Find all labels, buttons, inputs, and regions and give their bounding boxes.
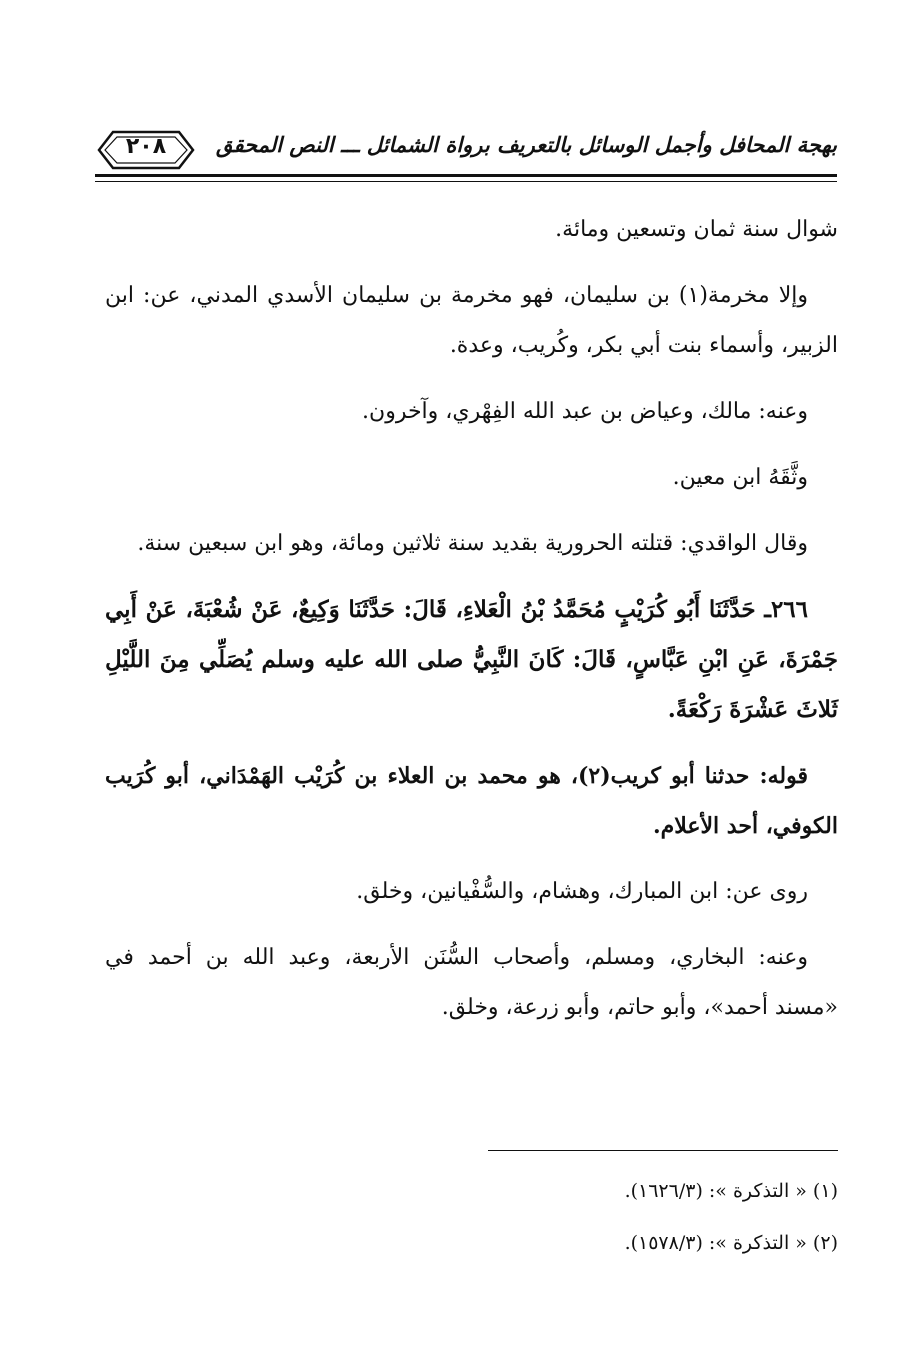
running-header bbox=[95, 126, 837, 182]
paragraph-9: وعنه: البخاري، ومسلم، وأصحاب السُّنَن الأربعة، وعبد الله بن أحمد في «مسند أحمد»، وأبو حاتم، وأبو زرعة، وخلق. bbox=[105, 945, 838, 1020]
paragraph-3: وعنه: مالك، وعياض بن عبد الله الفِهْري، وآخرون. bbox=[362, 399, 808, 424]
page-number: ٢٠٨ bbox=[125, 134, 167, 159]
hadith-text: ٢٦٦ـ حَدَّثَنَا أَبُو كُرَيْبٍ مُحَمَّدُ بْنُ الْعَلاءِ، قَالَ: حَدَّثَنَا وَكِيعٌ، عَنْ شُعْبَةَ، عَنْ أَبِي جَمْرَةَ، عَنِ ابْنِ عَبَّاسٍ، قَالَ: كَانَ النَّبِيُّ صلى الله عليه وسلم يُصَلِّي مِنَ اللَّيْلِ ثَلاثَ عَشْرَةَ رَكْعَةً. bbox=[105, 596, 838, 723]
paragraph-1: شوال سنة ثمان وتسعين ومائة. bbox=[555, 217, 838, 242]
paragraph-8: روى عن: ابن المبارك، وهشام، والسُّفْيانين، وخلق. bbox=[356, 879, 808, 904]
main-text bbox=[105, 205, 838, 1049]
paragraph-2: وإلا مخرمة(١) بن سليمان، فهو مخرمة بن سليمان الأسدي المدني، عن: ابن الزبير، وأسماء بنت أبي بكر، وكُريب، وعدة. bbox=[105, 283, 838, 358]
running-title: بهجة المحافل وأجمل الوسائل بالتعريف برواة الشمائل ـــ النص المحقق bbox=[216, 132, 837, 157]
footnote-divider bbox=[488, 1150, 838, 1151]
footnote-1: (١) « التذكرة »: (١٦٢٦/٣). bbox=[624, 1180, 838, 1202]
header-divider bbox=[95, 174, 837, 182]
paragraph-4: وثَّقَهُ ابن معين. bbox=[672, 465, 808, 490]
footnote-2: (٢) « التذكرة »: (١٥٧٨/٣). bbox=[624, 1232, 838, 1254]
paragraph-5: وقال الواقدي: قتلته الحرورية بقديد سنة ثلاثين ومائة، وهو ابن سبعين سنة. bbox=[137, 531, 808, 556]
footnotes bbox=[300, 1165, 838, 1269]
paragraph-7: قوله: حدثنا أبو كريب(٢)، هو محمد بن العلاء بن كُرَيْب الهَمْدَاني، أبو كُرَيب الكوفي، أحد الأعلام. bbox=[105, 763, 838, 839]
page-number-ornament bbox=[95, 126, 197, 174]
